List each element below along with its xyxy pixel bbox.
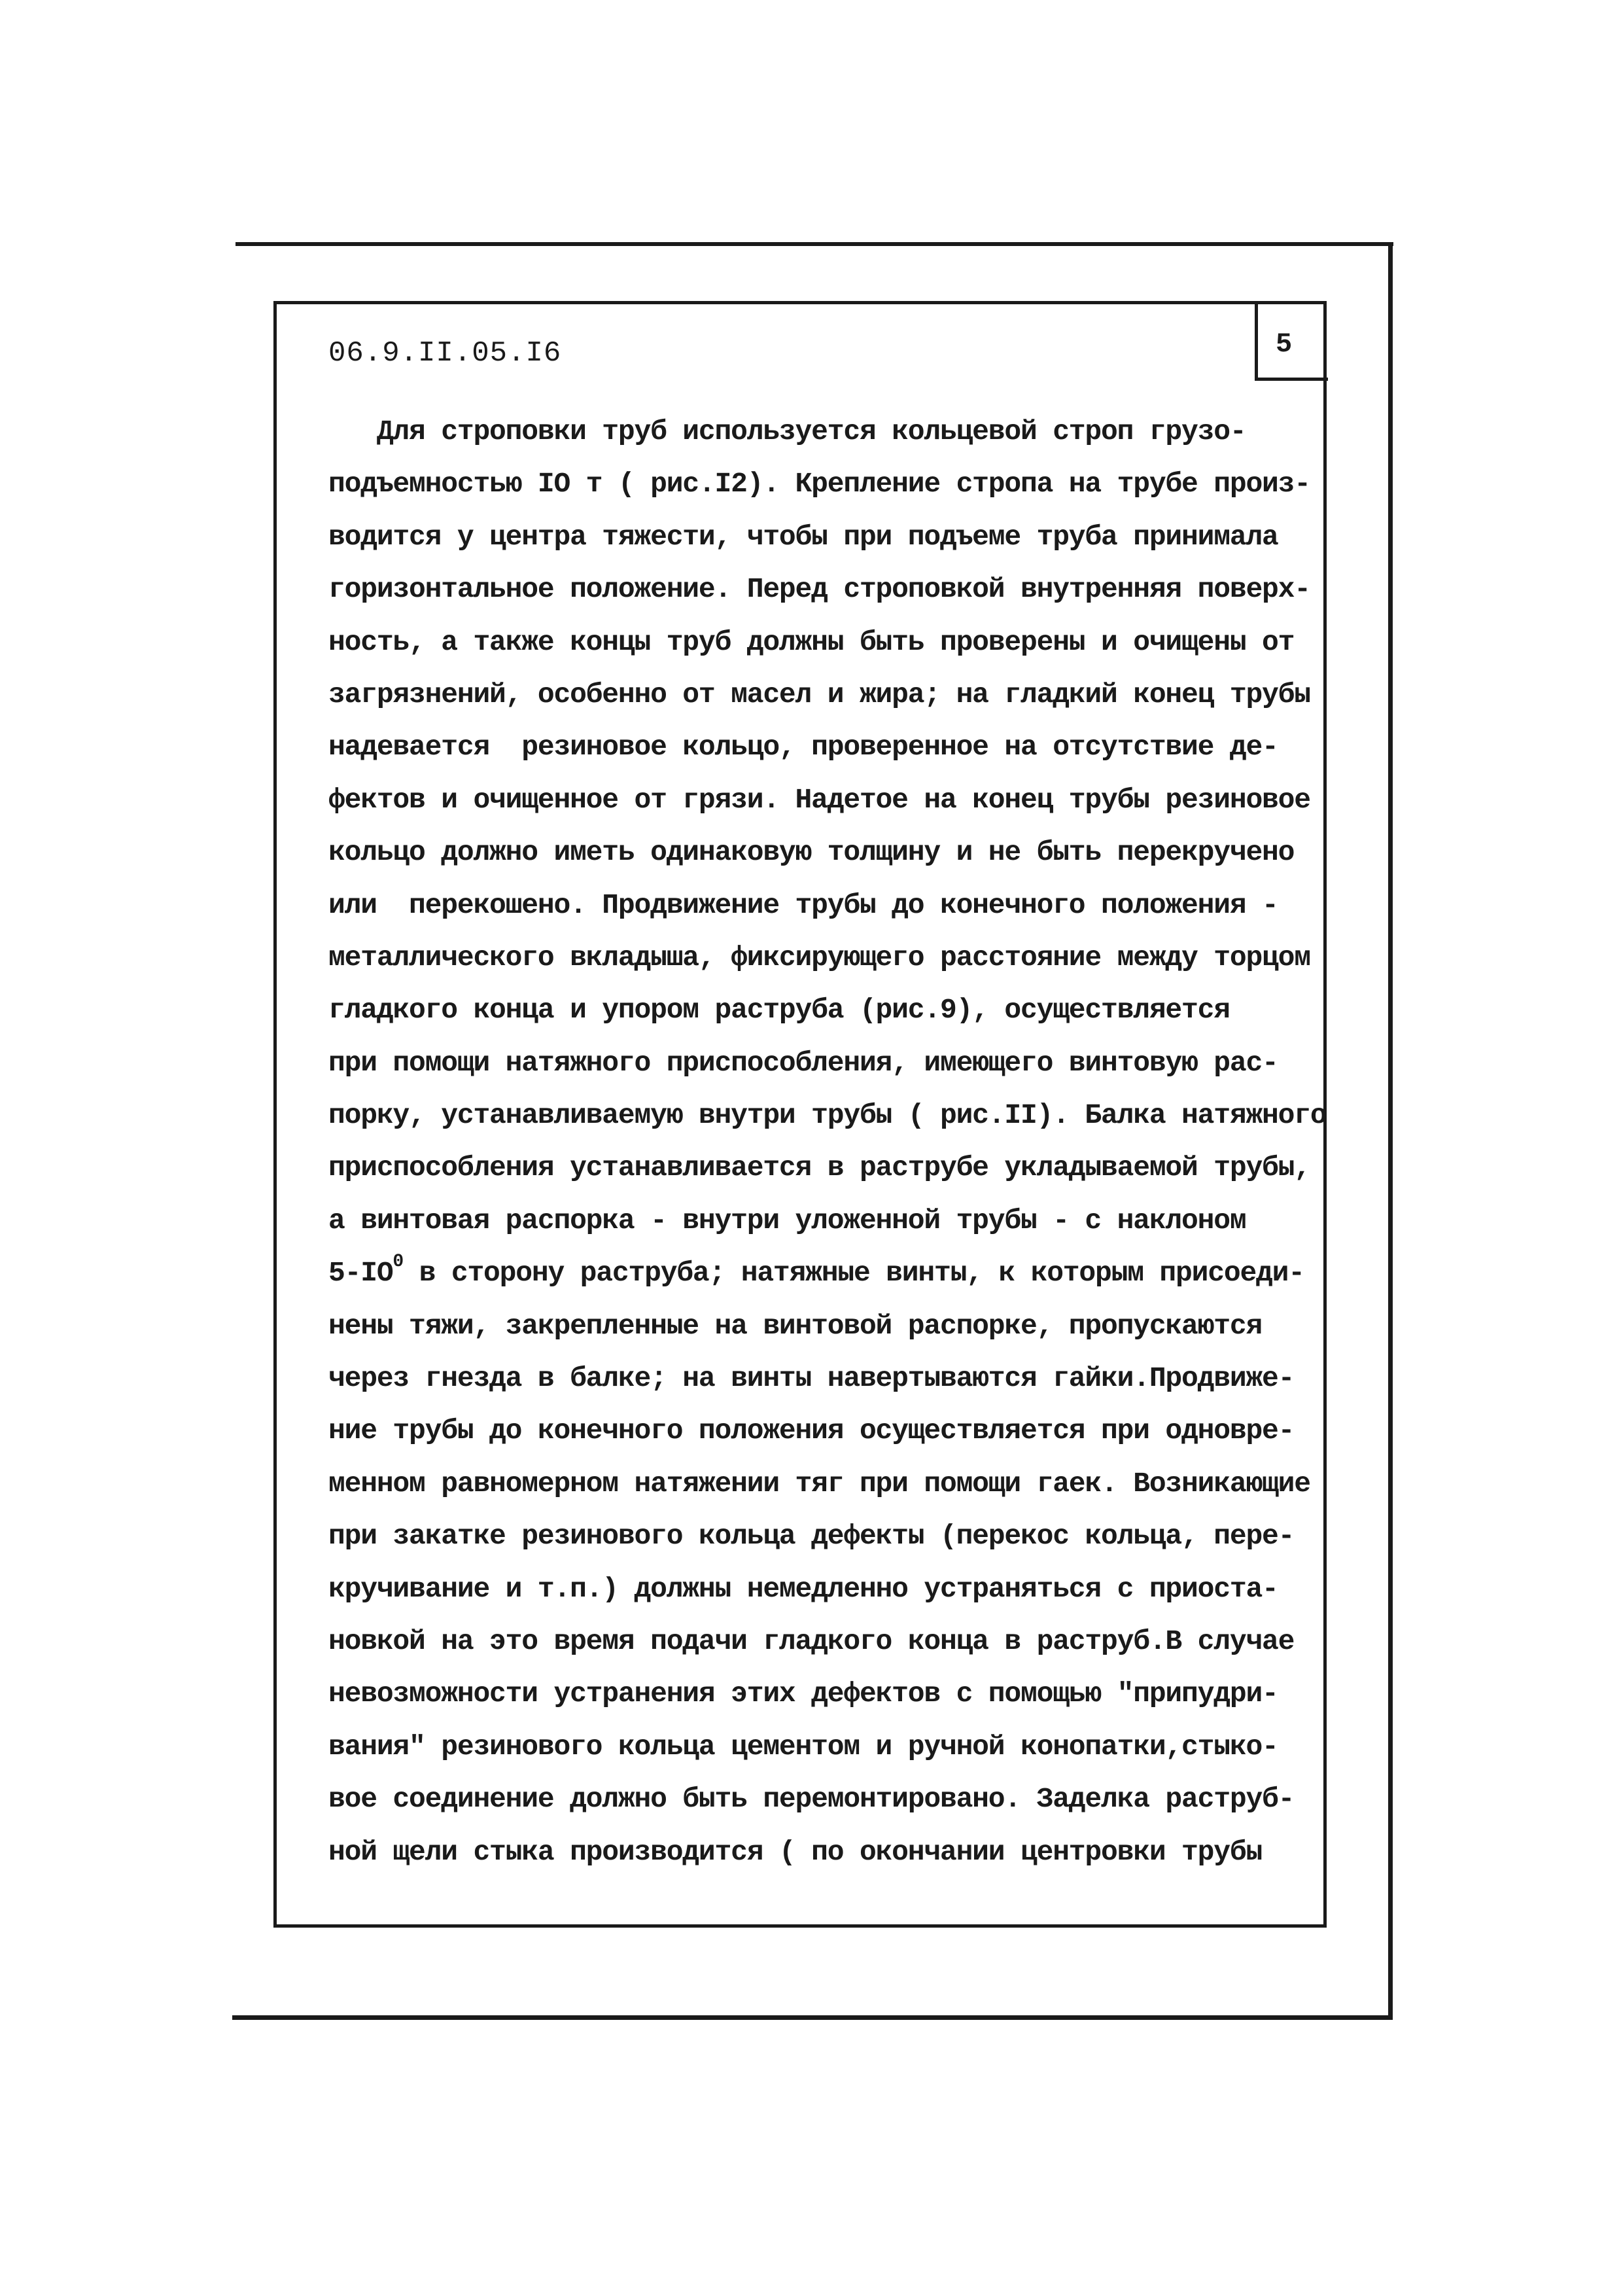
body-text — [328, 406, 1329, 1879]
text-line: при помощи натяжного приспособления, имеющего винтовую рас- — [328, 1046, 1278, 1079]
text-line: металлического вкладыша, фиксирующего расстояние между торцом — [328, 941, 1310, 974]
outer-frame-top-rule — [236, 242, 1393, 246]
text-line: загрязнений, особенно от масел и жира; на гладкий конец трубы — [328, 678, 1310, 711]
page-number: 5 — [1276, 328, 1293, 360]
text-line: а винтовая распорка - внутри уложенной трубы - с наклоном — [328, 1204, 1246, 1237]
text-line: ность, а также концы труб должны быть проверены и очищены от — [328, 626, 1295, 658]
text-line: водится у центра тяжести, чтобы при подъеме труба принимала — [328, 520, 1278, 553]
text-line: надевается резиновое кольцо, проверенное на отсутствие де- — [328, 731, 1278, 764]
text-line: фектов и очищенное от грязи. Надетое на конец трубы резиновое — [328, 783, 1310, 816]
text-line: при закатке резинового кольца дефекты (перекос кольца, пере- — [328, 1520, 1295, 1553]
text-line-post: в сторону раструба; натяжные винты, к которым присоеди- — [403, 1257, 1304, 1290]
text-line: нены тяжи, закрепленные на винтовой распорке, пропускаются — [328, 1309, 1263, 1342]
text-line: вое соединение должно быть перемонтировано. Заделка раструб- — [328, 1783, 1295, 1816]
text-line: Для строповки труб используется кольцевой строп грузо- — [328, 415, 1246, 448]
text-line: кручивание и т.п.) должны немедленно устраняться с приоста- — [328, 1572, 1278, 1605]
outer-frame-bottom-rule — [232, 2015, 1393, 2020]
text-line: подъемностью IO т ( рис.I2). Крепление стропа на трубе произ- — [328, 468, 1310, 501]
text-line — [328, 1247, 1329, 1299]
text-line: приспособления устанавливается в раструбе укладываемой трубы, — [328, 1152, 1310, 1184]
text-line: или перекошено. Продвижение трубы до конечного положения - — [328, 889, 1278, 921]
text-line: горизонтальное положение. Перед строповкой внутренняя поверх- — [328, 573, 1310, 606]
text-line: гладкого конца и упором раструба (рис.9), осуществляется — [328, 994, 1230, 1027]
text-line: кольцо должно иметь одинаковую толщину и не быть перекручено — [328, 836, 1295, 869]
text-line: новкой на это время подачи гладкого конца в раструб.В случае — [328, 1625, 1295, 1657]
text-line: порку, устанавливаемую внутри трубы ( рис.II). Балка натяжного — [328, 1099, 1327, 1132]
degree-superscript: 0 — [393, 1252, 404, 1273]
text-line: невозможности устранения этих дефектов с помощью "припудри- — [328, 1678, 1278, 1710]
text-line: ной щели стыка производится ( по окончании центровки трубы — [328, 1835, 1263, 1868]
text-line-pre: 5-IO — [328, 1257, 393, 1290]
text-line: ние трубы до конечного положения осуществляется при одновре- — [328, 1415, 1295, 1447]
document-code: 06.9.II.05.I6 — [328, 337, 562, 370]
text-line: через гнезда в балке; на винты навертываются гайки.Продвиже- — [328, 1362, 1295, 1395]
outer-frame-right-rule — [1388, 243, 1393, 2018]
text-line: вания" резинового кольца цементом и ручной конопатки,стыко- — [328, 1730, 1278, 1763]
text-line: менном равномерном натяжении тяг при помощи гаек. Возникающие — [328, 1467, 1310, 1500]
